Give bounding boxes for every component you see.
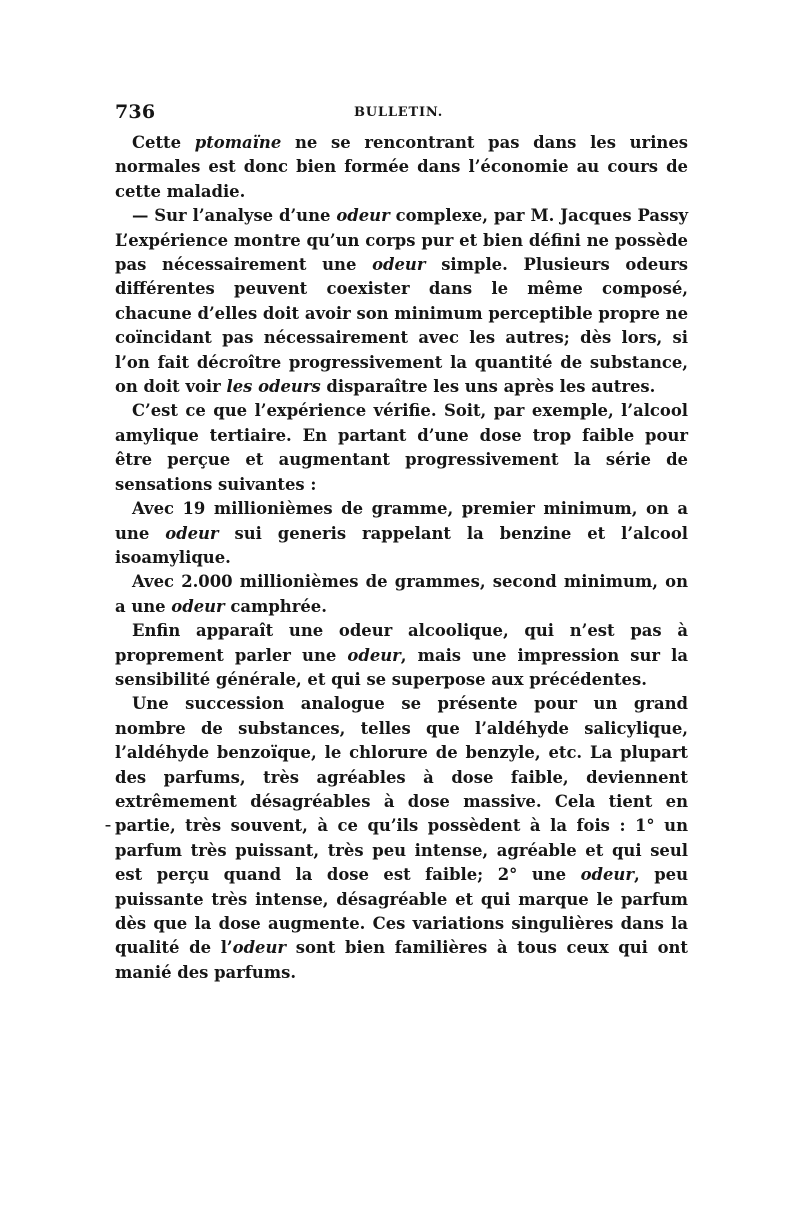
margin-mark: ˉ [104,822,112,841]
italic-text-segment: odeur [347,645,401,665]
text-segment: sui generis rappelant la benzine et l’alcool isoamylique. [115,523,689,567]
paragraph [115,204,688,399]
italic-text-segment: odeur [336,206,390,226]
text-segment: Cette [132,133,195,152]
italic-text-segment: odeur [165,523,219,543]
paragraph [115,399,688,497]
body-text [115,131,688,985]
text-segment: — Sur l’analyse d’une [132,206,337,226]
text-segment: , mais une impression sur la sensibilité générale, et qui se superpose aux précédentes. [115,645,688,689]
italic-text-segment: odeur [232,938,287,958]
text-segment: Enfin apparaît une odeur alcoolique, qui n’est pas à proprement parler une [115,621,688,665]
text-segment: C’est ce que l’expérience vérifie. Soit, par exemple, l’alcool amylique tertiaire. En partant d’une dose trop faible pour être perçue et augmentant progressivement la série de sensations suivantes : [115,401,688,494]
text-segment: Avec 2.000 millionièmes de grammes, second minimum, on a une [115,572,688,616]
text-segment: simple. Plusieurs odeurs différentes peuvent coexister dans le même composé, chacune d’elles doit avoir son minimum perceptible propre ne coïncidant pas nécessairement avec les autres; dès lors, si l’on fait décroître progressivement la quantité de substance, on doit voir [115,255,688,397]
text-segment: camphrée. [224,596,327,616]
text-segment: Avec 19 millionièmes de gramme, premier minimum, on a une [115,499,688,543]
text-segment: ne se rencontrant pas dans les urines normales est donc bien formée dans l’économie au cours de cette maladie. [115,133,688,201]
text-segment: sont bien familières à tous ceux qui ont manié des parfums. [115,938,689,982]
text-segment: , peu puissante très intense, désagréable et qui marque le parfum dès que la dose augmente. Ces variations singulières dans la qualité de l’ [115,865,688,958]
italic-text-segment: les odeurs [226,377,321,397]
page-number: 736 [115,101,156,123]
running-head: BULLETIN. [354,105,444,120]
italic-text-segment: odeur [372,255,426,275]
paragraph [115,692,688,985]
italic-text-segment: ptomaïne [194,133,282,152]
page-header [115,101,688,125]
paragraph [115,570,688,619]
italic-text-segment: odeur [171,596,225,616]
paragraph [115,619,688,692]
paragraph [115,497,688,570]
text-segment: disparaître les uns après les autres. [320,377,656,397]
italic-text-segment: odeur [580,865,634,885]
text-segment: Une succession analogue se présente pour un grand nombre de substances, telles que l’aldéhyde salicylique, l’aldéhyde benzoïque, le chlorure de benzyle, etc. La plupart des parfums, très agréables à dose faible, deviennent extrêmement désagréables à dose massive. Cela tient en partie, très souvent, à ce qu’ils possèdent à la fois : 1° un parfum très puissant, très peu intense, agréable et qui seul est perçu quand la dose est faible; 2° une [115,694,688,885]
paragraph [115,131,688,204]
text-segment: complexe, par M. Jacques Passy L’expérience montre qu’un corps pur et bien défini ne possède pas nécessairement une [115,206,689,275]
